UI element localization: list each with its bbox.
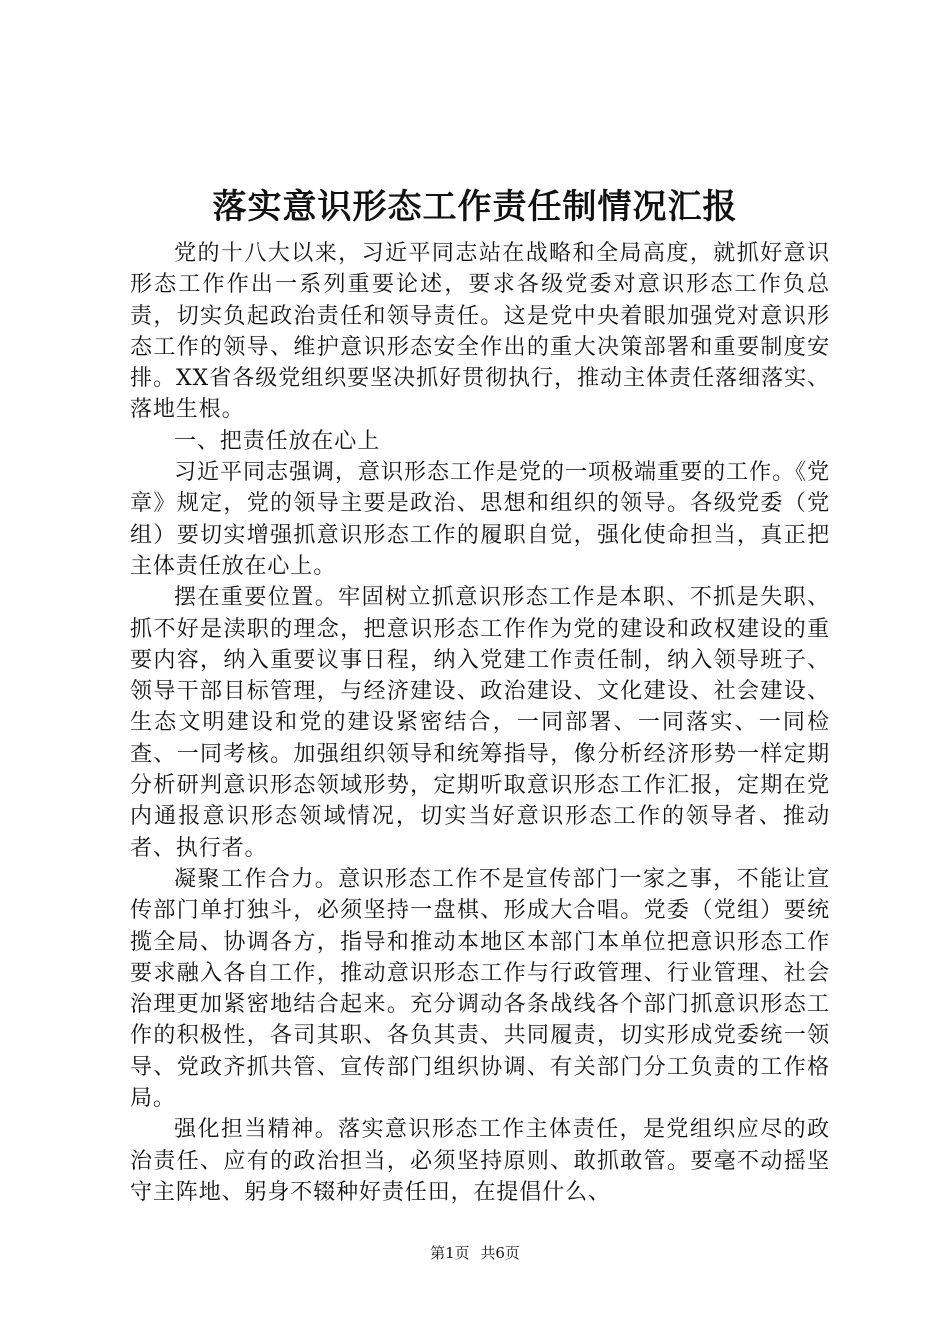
page-footer	[0, 1243, 950, 1263]
paragraph-responsibility: 强化担当精神。落实意识形态工作主体责任，是党组织应尽的政治责任、应有的政治担当，必须坚持原则、敢抓敢管。要毫不动摇坚守主阵地、躬身不辍种好责任田，在提倡什么、	[130, 1117, 830, 1205]
page-total: 共6页	[480, 1244, 520, 1262]
paragraph-important-position: 摆在重要位置。牢固树立抓意识形态工作是本职、不抓是失职、抓不好是渎职的理念，把意识形态工作作为党的建设和政权建设的重要内容，纳入重要议事日程，纳入党建工作责任制，纳入领导班子、领导干部目标管理，与经济建设、政治建设、文化建设、社会建设、生态文明建设和党的建设紧密结合，一同部署、一同落实、一同检查、一同考核。加强组织领导和统筹指导，像分析经济形势一样定期分析研判意识形态领域形势，定期听取意识形态工作汇报，定期在党内通报意识形态领域情况，切实当好意识形态工作的领导者、推动者、执行者。	[130, 585, 830, 861]
paragraph-section-intro: 习近平同志强调，意识形态工作是党的一项极端重要的工作。《党章》规定，党的领导主要是政治、思想和组织的领导。各级党委（党组）要切实增强抓意识形态工作的履职自觉，强化使命担当，真正把主体责任放在心上。	[130, 460, 830, 579]
document-body	[130, 238, 830, 1208]
page-number: 第1页	[430, 1244, 470, 1262]
section-heading-1: 一、把责任放在心上	[174, 428, 381, 454]
paragraph-work-synergy: 凝聚工作合力。意识形态工作不是宣传部门一家之事，不能让宣传部门单打独斗，必须坚持一盘棋、形成大合唱。党委（党组）要统揽全局、协调各方，指导和推动本地区本部门本单位把意识形态工作要求融入各自工作，推动意识形态工作与行政管理、行业管理、社会治理更加紧密地结合起来。充分调动各条战线各个部门抓意识形态工作的积极性，各司其职、各负其责、共同履责，切实形成党委统一领导、党政齐抓共管、宣传部门组织协调、有关部门分工负责的工作格局。	[130, 866, 830, 1112]
document-title: 落实意识形态工作责任制情况汇报	[212, 187, 738, 227]
paragraph-intro: 党的十八大以来，习近平同志站在战略和全局高度，就抓好意识形态工作作出一系列重要论述，要求各级党委对意识形态工作负总责，切实负起政治责任和领导责任。这是党中央着眼加强党对意识形态工作的领导、维护意识形态安全作出的重大决策部署和重要制度安排。XX省各级党组织要坚决抓好贯彻执行，推动主体责任落细落实、落地生根。	[130, 241, 830, 423]
